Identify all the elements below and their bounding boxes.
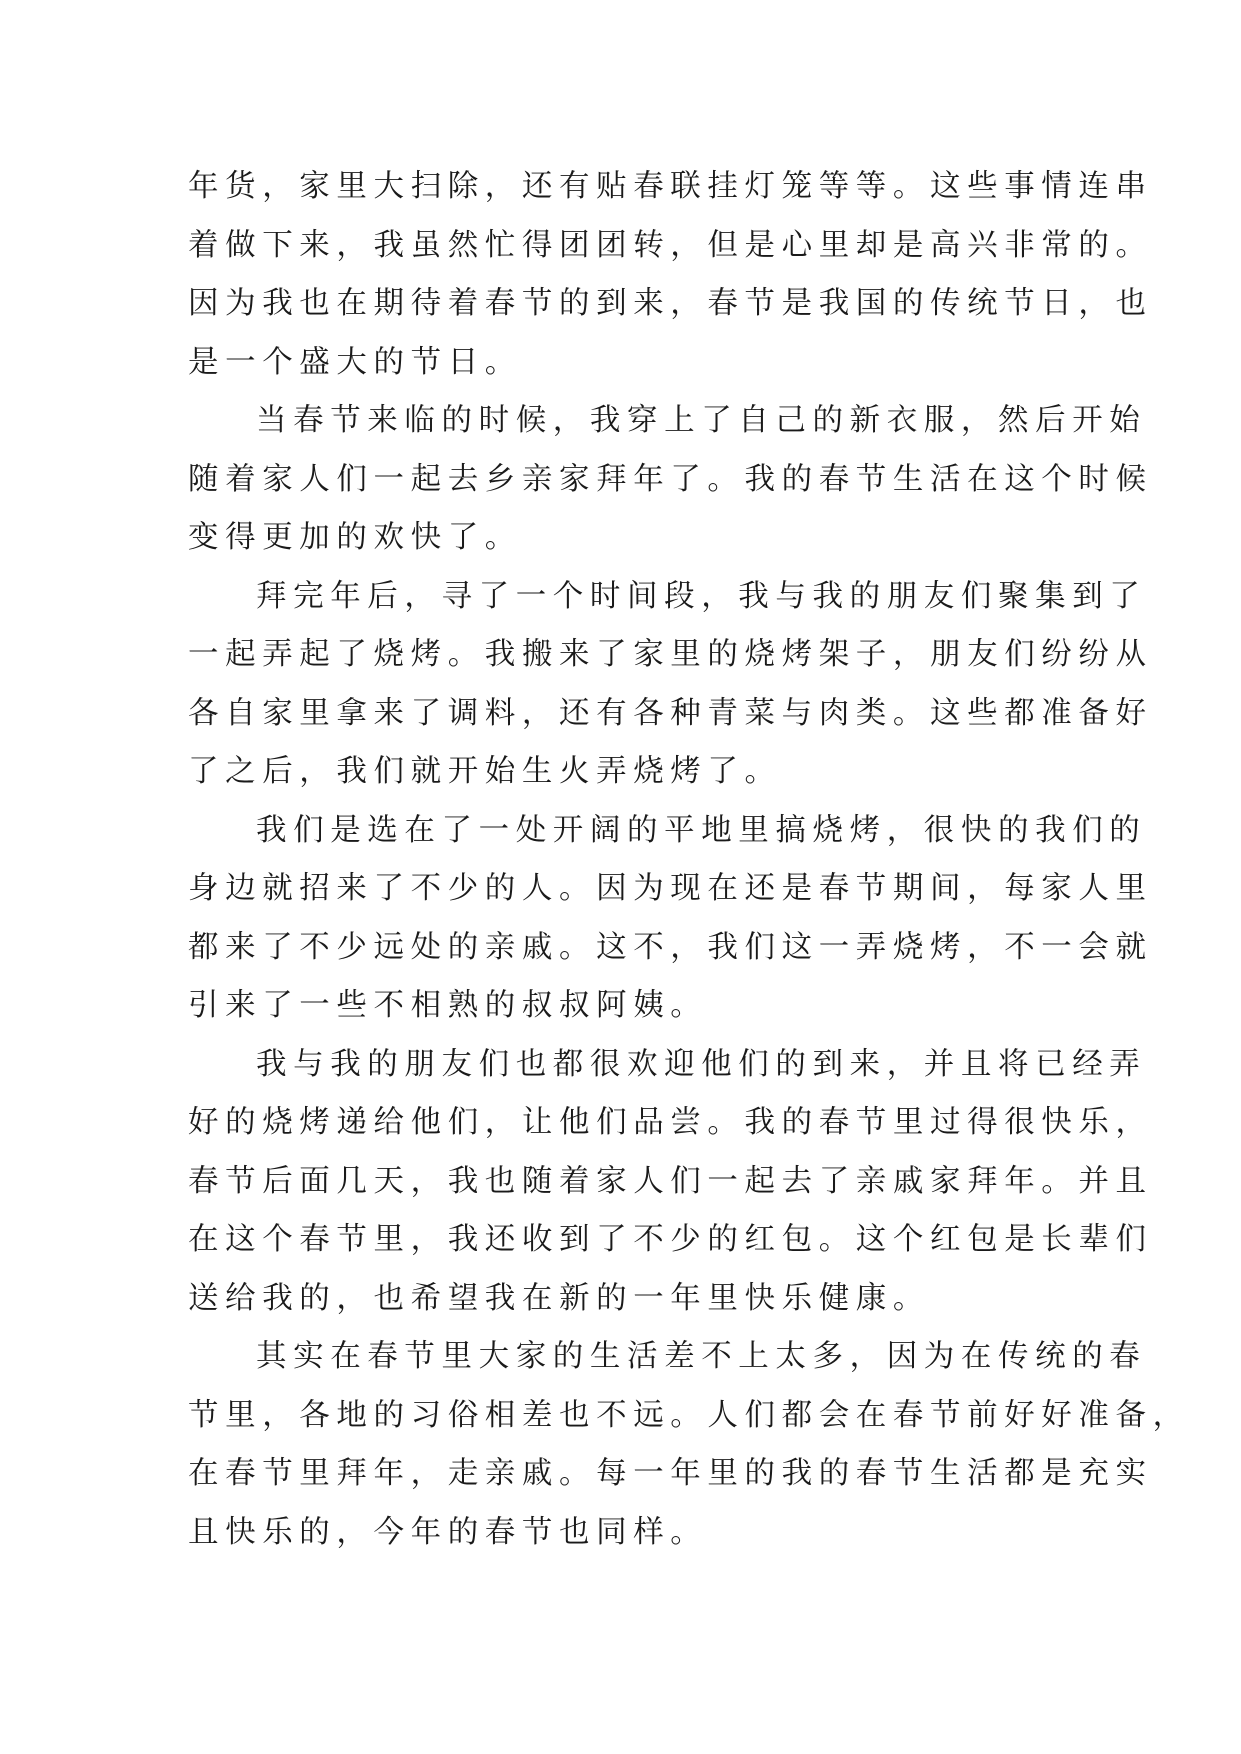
text-line: 着做下来，我虽然忙得团团转，但是心里却是高兴非常的。 — [188, 227, 1153, 263]
text-line: 一起弄起了烧烤。我搬来了家里的烧烤架子，朋友们纷纷从 — [188, 637, 1153, 672]
text-line: 春节后面几天，我也随着家人们一起去了亲戚家拜年。并且 — [188, 1163, 1153, 1199]
text-line: 是一个盛大的节日。 — [188, 344, 522, 380]
paragraph-2 — [188, 392, 1153, 568]
text-line: 当春节来临的时候，我穿上了自己的新衣服，然后开始 — [256, 403, 1147, 438]
text-line: 且快乐的，今年的春节也同样。 — [188, 1514, 708, 1550]
text-line: 变得更加的欢快了。 — [188, 520, 522, 555]
text-line: 因为我也在期待着春节的到来，春节是我国的传统节日，也 — [188, 286, 1153, 321]
text-line: 我们是选在了一处开阔的平地里搞烧烤，很快的我们的 — [256, 812, 1147, 848]
paragraph-5 — [188, 1036, 1153, 1329]
text-line: 在这个春节里，我还收到了不少的红包。这个红包是长辈们 — [188, 1222, 1153, 1257]
paragraph-1 — [188, 158, 1153, 392]
text-line: 拜完年后，寻了一个时间段，我与我的朋友们聚集到了 — [256, 578, 1147, 614]
text-line: 我与我的朋友们也都很欢迎他们的到来，并且将已经弄 — [256, 1046, 1147, 1082]
paragraph-3 — [188, 568, 1153, 802]
text-line: 身边就招来了不少的人。因为现在还是春节期间，每家人里 — [188, 871, 1153, 906]
text-line: 节里，各地的习俗相差也不远。人们都会在春节前好好准备， — [188, 1397, 1190, 1433]
paragraph-6 — [188, 1328, 1190, 1562]
text-line: 送给我的，也希望我在新的一年里快乐健康。 — [188, 1280, 930, 1316]
text-line: 都来了不少远处的亲戚。这不，我们这一弄烧烤，不一会就 — [188, 929, 1153, 965]
paragraph-4 — [188, 802, 1153, 1036]
text-line: 了之后，我们就开始生火弄烧烤了。 — [188, 754, 782, 789]
text-line: 各自家里拿来了调料，还有各种青菜与肉类。这些都准备好 — [188, 695, 1153, 731]
document-body — [188, 158, 1190, 1562]
text-line: 引来了一些不相熟的叔叔阿姨。 — [188, 988, 708, 1023]
text-line: 年货，家里大扫除，还有贴春联挂灯笼等等。这些事情连串 — [188, 169, 1153, 204]
text-line: 在春节里拜年，走亲戚。每一年里的我的春节生活都是充实 — [188, 1456, 1153, 1491]
text-line: 好的烧烤递给他们，让他们品尝。我的春节里过得很快乐， — [188, 1105, 1153, 1140]
text-line: 其实在春节里大家的生活差不上太多，因为在传统的春 — [256, 1339, 1147, 1374]
text-line: 随着家人们一起去乡亲家拜年了。我的春节生活在这个时候 — [188, 461, 1153, 497]
